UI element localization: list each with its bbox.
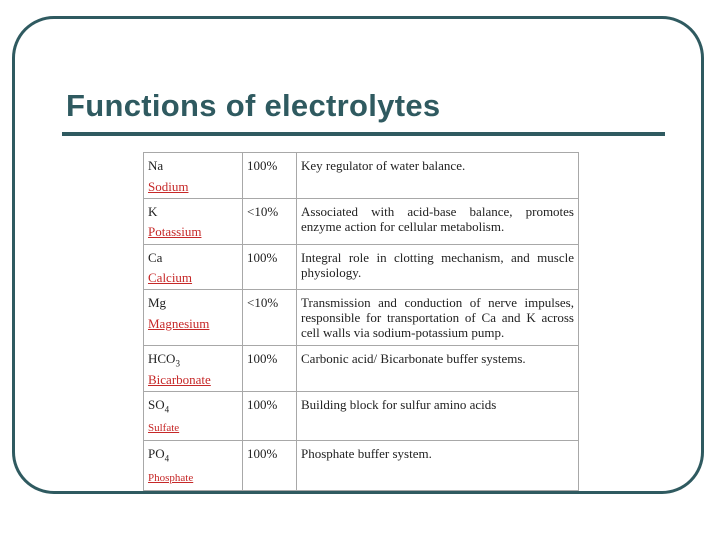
element-cell (144, 198, 243, 244)
function-cell: Phosphate buffer system. (297, 441, 579, 491)
function-cell: Integral role in clotting mechanism, and muscle physiology. (297, 244, 579, 290)
element-symbol: $PO_4$ (148, 446, 170, 464)
percent-cell: 100% (243, 153, 297, 199)
element-cell (144, 244, 243, 290)
element-cell (144, 441, 243, 491)
element-symbol: Mg (148, 295, 167, 311)
table-row (144, 153, 579, 199)
element-cell (144, 346, 243, 392)
title-underline (62, 132, 665, 136)
table-row (144, 198, 579, 244)
table-row (144, 391, 579, 441)
element-cell (144, 153, 243, 199)
element-symbol: Na (148, 158, 164, 173)
element-name: Sodium (148, 178, 189, 194)
slide-title: Functions of electrolytes (66, 88, 441, 123)
function-cell: Transmission and conduction of nerve impulses, responsible for transportation of Ca and K across cell walls via sodium-potassium pump. (297, 290, 579, 346)
percent-cell: 100% (243, 391, 297, 441)
function-cell: Associated with acid-base balance, promotes enzyme action for cellular metabolism. (297, 198, 579, 244)
percent-cell: <10% (243, 198, 297, 244)
element-symbol: $HCO_3$ (148, 351, 180, 369)
table-row (144, 290, 579, 346)
element-symbol: Ca (148, 249, 163, 265)
element-name: Magnesium (148, 315, 210, 331)
element-symbol: K (148, 203, 158, 219)
function-cell: Key regulator of water balance. (297, 153, 579, 199)
table-row (144, 441, 579, 491)
element-cell (144, 391, 243, 441)
element-name: Bicarbonate (148, 371, 211, 387)
function-cell: Building block for sulfur amino acids (297, 391, 579, 441)
table-row (144, 346, 579, 392)
percent-cell: <10% (243, 290, 297, 346)
element-symbol: $SO_4$ (148, 396, 170, 415)
electrolytes-table (143, 152, 579, 491)
function-cell: Carbonic acid/ Bicarbonate buffer systems. (297, 346, 579, 392)
element-name: Potassium (148, 224, 202, 240)
element-name: Phosphate (148, 471, 194, 484)
table-row (144, 244, 579, 290)
percent-cell: 100% (243, 346, 297, 392)
percent-cell: 100% (243, 441, 297, 491)
percent-cell: 100% (243, 244, 297, 290)
element-name: Sulfate (148, 422, 180, 435)
element-cell (144, 290, 243, 346)
element-name: Calcium (148, 270, 193, 286)
